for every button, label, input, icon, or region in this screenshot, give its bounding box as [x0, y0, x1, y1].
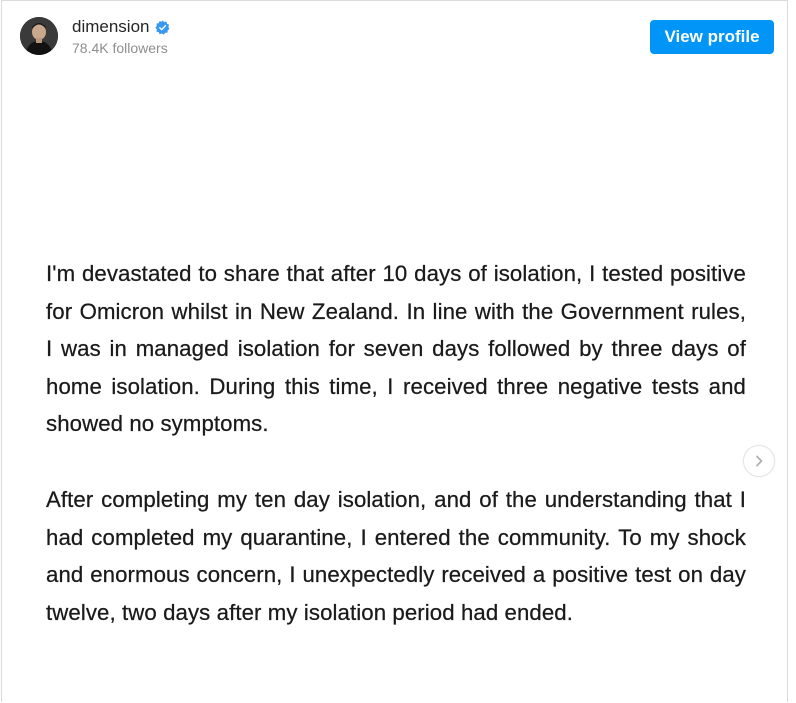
next-slide-button[interactable] — [743, 445, 775, 477]
avatar-image — [20, 17, 58, 55]
chevron-right-icon — [752, 454, 766, 468]
username-row — [72, 17, 170, 37]
post-image[interactable] — [2, 75, 787, 703]
post-paragraph-2: After completing my ten day isolation, and of the understanding that I had completed my quarantine, I entered the community. To my shock and enormous concern, I unexpectedly received a positive test on day twelve, two days after my isolation period had ended. — [46, 487, 746, 625]
avatar[interactable] — [20, 17, 58, 55]
view-profile-button[interactable]: View profile — [650, 20, 774, 54]
instagram-embed-card — [1, 0, 788, 702]
post-paragraph-1: I'm devastated to share that after 10 days of isolation, I tested positive for Omicron whilst in New Zealand. In line with the Government rules, I was in managed isolation for seven days followed by three days of home isolation. During this time, I received three negative tests and showed no symptoms. — [46, 261, 746, 436]
post-header — [2, 1, 787, 75]
follower-count: 78.4K followers — [72, 40, 168, 56]
username[interactable]: dimension — [72, 17, 150, 36]
verified-badge-icon — [155, 20, 170, 35]
